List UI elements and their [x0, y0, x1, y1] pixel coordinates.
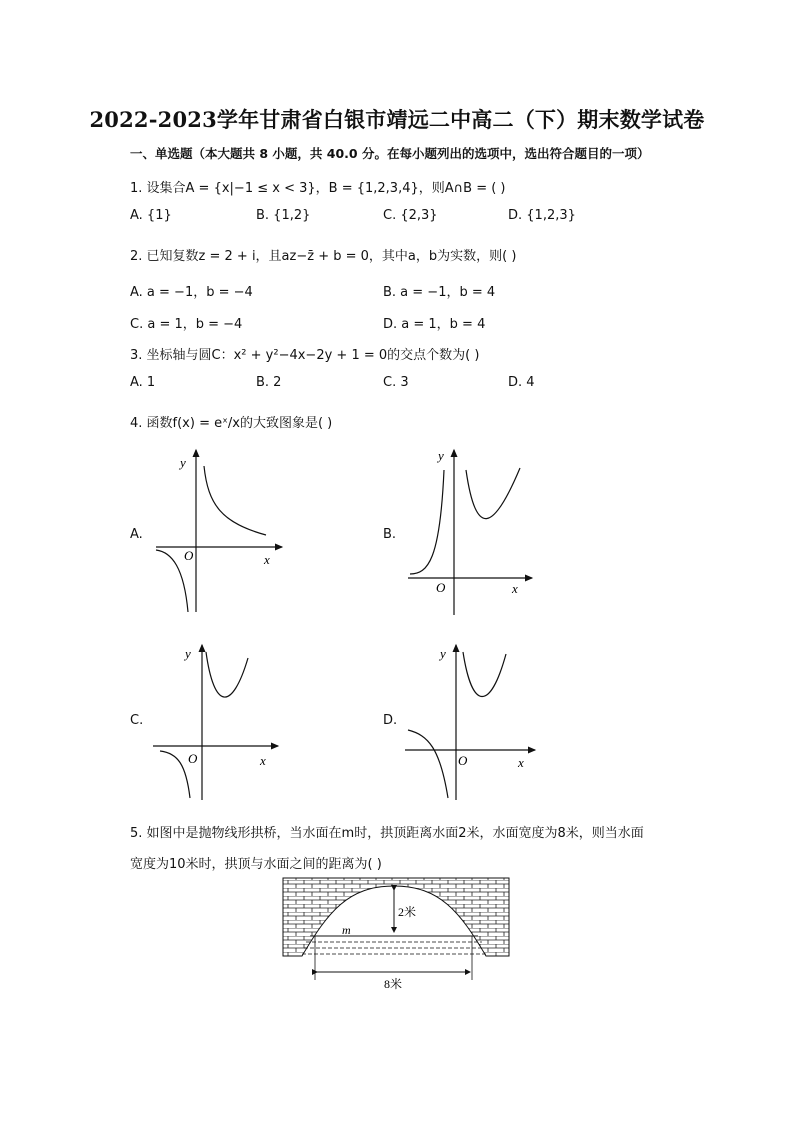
water-level-label: m — [342, 923, 351, 937]
question-3-option-a: A. 1 — [130, 375, 156, 390]
question-3-option-b: B. 2 — [256, 375, 282, 390]
question-2-option-b: B. a = −1，b = 4 — [383, 285, 496, 300]
graph-a-y-label: y — [180, 455, 186, 470]
graph-a-origin-label: O — [184, 548, 194, 563]
question-2-option-c: C. a = 1，b = −4 — [130, 317, 243, 332]
graph-c-x-label: x — [260, 753, 266, 768]
question-2-text: 2. 已知复数z = 2 + i，且az−z̄ + b = 0，其中a，b为实数，则( ) — [130, 249, 517, 264]
question-1-option-b: B. {1,2} — [256, 208, 311, 223]
question-1-option-d: D. {1,2,3} — [508, 208, 576, 223]
graph-c-label: C. — [130, 713, 144, 728]
graph-b-y-label: y — [438, 448, 444, 463]
graph-a-x-label: x — [264, 552, 270, 567]
question-5-text-line1: 5. 如图中是抛物线形拱桥，当水面在m时，拱顶距离水面2米，水面宽度为8米，则当水面 — [130, 826, 644, 841]
page-title: 2022-2023学年甘肃省白银市靖远二中高二（下）期末数学试卷 — [89, 107, 705, 132]
bridge-wall — [283, 878, 509, 956]
graph-b-label: B. — [383, 527, 397, 542]
question-3-option-d: D. 4 — [508, 375, 535, 390]
height-label: 2米 — [398, 905, 417, 919]
graph-c-origin-label: O — [188, 751, 198, 766]
question-2-option-a: A. a = −1，b = −4 — [130, 285, 253, 300]
graph-d-x-label: x — [518, 755, 524, 770]
question-1-option-a: A. {1} — [130, 208, 172, 223]
question-3-text: 3. 坐标轴与圆C：x² + y²−4x−2y + 1 = 0的交点个数为( ) — [130, 348, 480, 363]
graph-b-x-label: x — [512, 581, 518, 596]
graph-d-label: D. — [383, 713, 398, 728]
graph-c — [153, 645, 278, 800]
bridge-figure — [280, 872, 515, 992]
section-heading: 一、单选题（本大题共 8 小题，共 40.0 分。在每小题列出的选项中，选出符合题目的一项） — [130, 146, 650, 161]
graph-d-origin-label: O — [458, 753, 468, 768]
question-5-text-line2: 宽度为10米时，拱顶与水面之间的距离为( ) — [130, 857, 382, 872]
graph-c-y-label: y — [185, 646, 191, 661]
question-3-option-c: C. 3 — [383, 375, 409, 390]
graph-a — [156, 450, 282, 612]
question-4-text: 4. 函数f(x) = eˣ/x的大致图象是( ) — [130, 416, 333, 431]
question-1-option-c: C. {2,3} — [383, 208, 438, 223]
question-1-text: 1. 设集合A = {x|−1 ≤ x < 3}，B = {1,2,3,4}，则A∩B = ( ) — [130, 181, 506, 196]
graph-d — [405, 645, 535, 800]
graph-d-y-label: y — [440, 646, 446, 661]
question-2-option-d: D. a = 1，b = 4 — [383, 317, 486, 332]
graph-a-label: A. — [130, 527, 143, 542]
graph-b-origin-label: O — [436, 580, 446, 595]
width-label: 8米 — [384, 977, 403, 991]
